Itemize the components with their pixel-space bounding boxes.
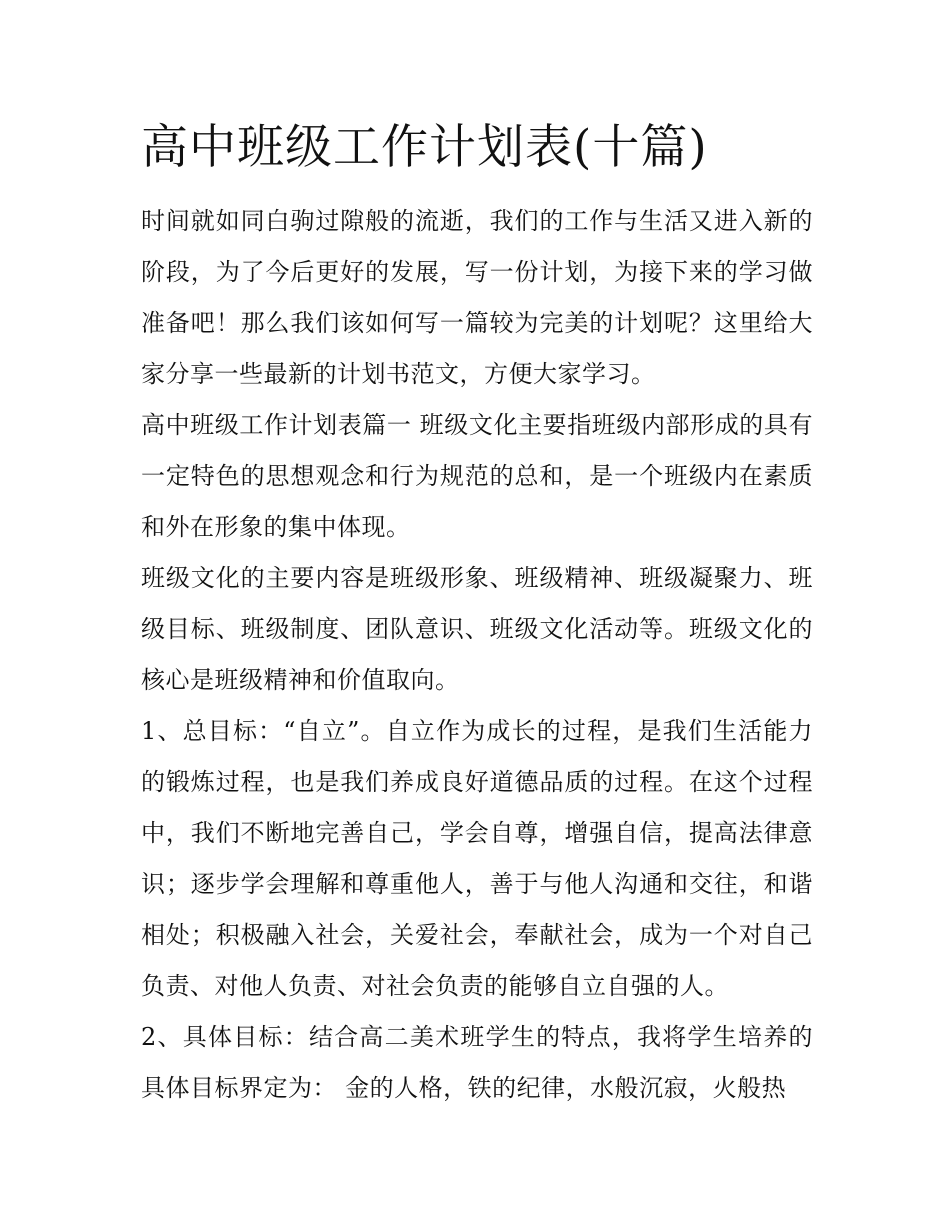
paragraph-class-culture: 班级文化的主要内容是班级形象、班级精神、班级凝聚力、班级目标、班级制度、团队意识、班级文化活动等。班级文化的核心是班级精神和价值取向。: [141, 564, 813, 694]
document-title: 高中班级工作计划表(十篇): [141, 120, 708, 175]
paragraph-intro: 时间就如同白驹过隙般的流逝，我们的工作与生活又进入新的阶段，为了今后更好的发展，写一份计划，为接下来的学习做准备吧！那么我们该如何写一篇较为完美的计划呢？这里给大家分享一些最新的计划书范文，方便大家学习。: [141, 207, 813, 388]
paragraph-section-one: 高中班级工作计划表篇一 班级文化主要指班级内部形成的具有一定特色的思想观念和行为规范的总和，是一个班级内在素质和外在形象的集中体现。: [141, 411, 813, 541]
paragraph-specific-goal: 2、具体目标：结合高二美术班学生的特点，我将学生培养的具体目标界定为： 金的人格，铁的纪律，水般沉寂，火般热: [141, 1023, 813, 1102]
paragraph-overall-goal: 1、总目标：“自立”。自立作为成长的过程，是我们生活能力的锻炼过程，也是我们养成良好道德品质的过程。在这个过程中，我们不断地完善自己，学会自尊，增强自信，提高法律意识；逐步学会理解和尊重他人，善于与他人沟通和交往，和谐相处；积极融入社会，关爱社会，奉献社会，成为一个对自己负责、对他人负责、对社会负责的能够自立自强的人。: [141, 717, 813, 1000]
document-body: [141, 196, 813, 1114]
